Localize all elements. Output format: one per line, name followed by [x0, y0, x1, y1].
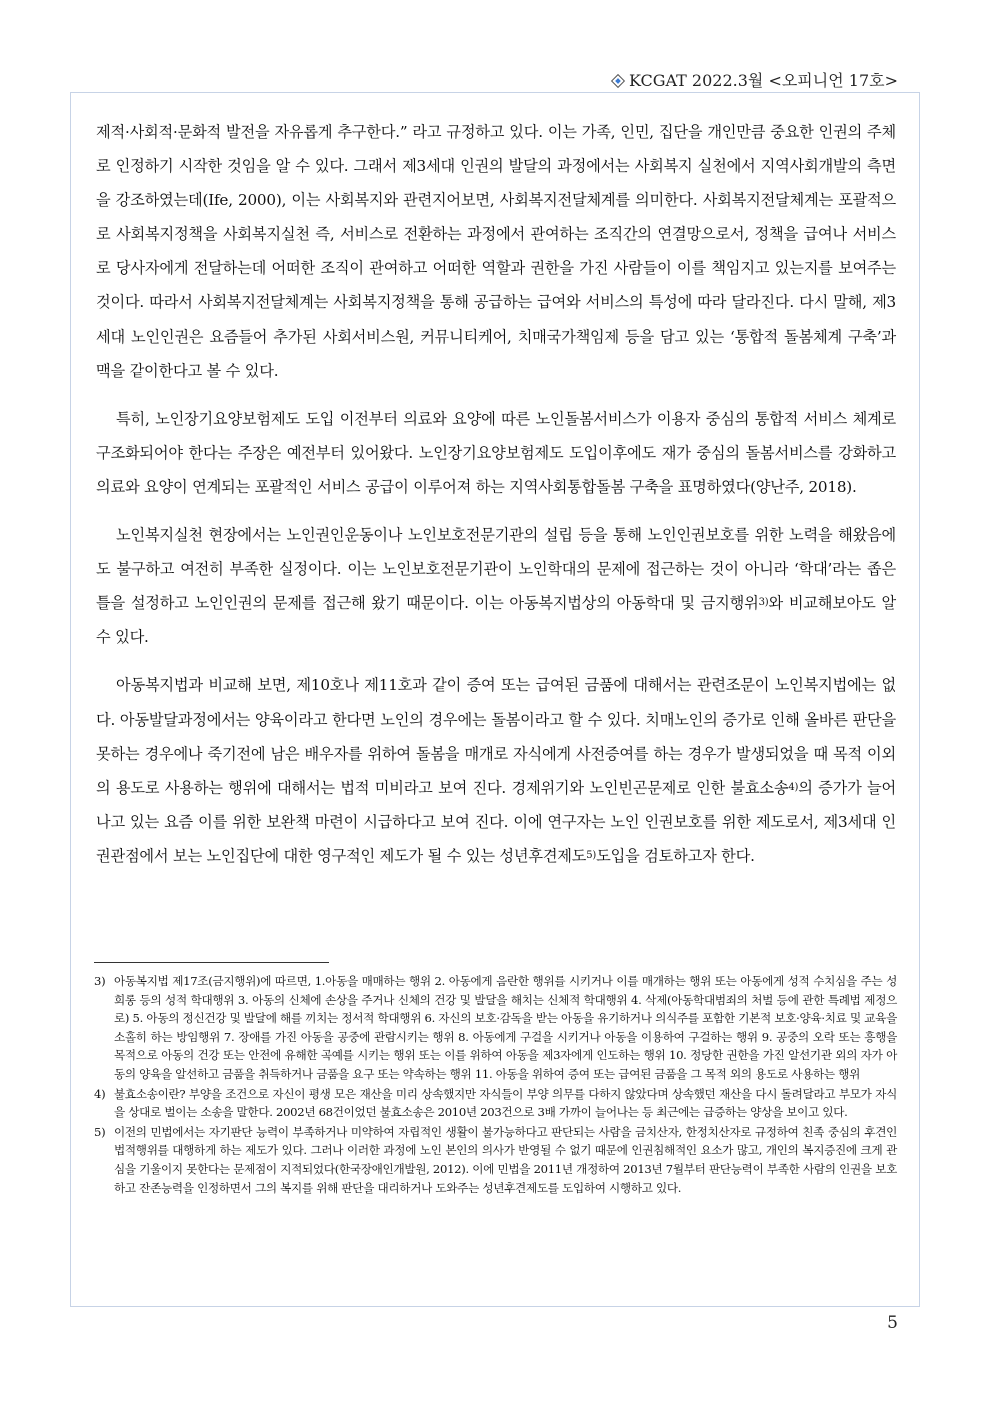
- page-number: 5: [887, 1313, 898, 1333]
- footnote-ref-3[interactable]: 3): [758, 597, 769, 609]
- footnote-text: 이전의 민법에서는 자기판단 능력이 부족하거나 미약하여 자립적인 생활이 불가능하다고 판단되는 사람을 금치산자, 한정치산자로 규정하여 친족 중심의 후견인 법적행위를 대행하게 하는 제도가 있다. 그러나 이러한 과정에 노인 본인의 의사가 반영될 수 없기 때문에 인권침해적인 요소가 많고, 개인의 복지증진에 크게 관심을 기울이지 못한다는 문제점이 지적되었다(한국장애인개발원, 2012). 이에 민법을 2011년 개정하여 2013년 7월부터 판단능력이 부족한 사람의 인권을 보호하고 잔존능력을 인정하면서 그의 복지를 위해 판단을 대리하거나 도와주는 성년후견제도를 도입하여 시행하고 있다.: [114, 1124, 897, 1195]
- footnotes: [94, 972, 897, 1198]
- diamond-icon: [611, 74, 623, 86]
- paragraph-2: 특히, 노인장기요양보험제도 도입 이전부터 의료와 요양에 따른 노인돌봄서비스가 이용자 중심의 통합적 서비스 체계로 구조화되어야 한다는 주장은 예전부터 있어왔다. 노인장기요양보험제도 도입이후에도 재가 중심의 돌봄서비스를 강화하고 의료와 요양이 연계되는 포괄적인 서비스 공급이 이루어져 하는 지역사회통합돌봄 구축을 표명하였다(양난주, 2018).: [96, 409, 896, 496]
- paragraph-4: [96, 668, 896, 873]
- footnote-number: 5): [94, 1124, 106, 1139]
- paragraph-4-text: 아동복지법과 비교해 보면, 제10호나 제11호과 같이 증여 또는 급여된 금품에 대해서는 관련조문이 노인복지법에는 없다. 아동발달과정에서는 양육이라고 한다면 노인의 경우에는 돌봄이라고 할 수 있다. 치매노인의 증가로 인해 올바른 판단을 못하는 경우에나 죽기전에 남은 배우자를 위하여 돌봄을 매개로 자식에게 사전증여를 하는 경우가 발생되었을 때 목적 이외의 용도로 사용하는 행위에 대해서는 법적 미비라고 보여 진다. 경제위기와 노인빈곤문제로 인한 불효소송: [96, 676, 896, 797]
- footnote-divider: [94, 962, 329, 963]
- body-text: [96, 115, 896, 873]
- paragraph-3-text: 노인복지실천 현장에서는 노인권인운동이나 노인보호전문기관의 설립 등을 통해 노인인권보호를 위한 노력을 해왔음에도 불구하고 여전히 부족한 실정이다. 이는 노인보호전문기관이 노인학대의 문제에 접근하는 것이 아니라 ‘학대’라는 좁은 틀을 설정하고 노인인권의 문제를 접근해 왔기 때문이다. 이는 아동복지법상의 아동학대 및 금지행위: [96, 526, 896, 613]
- paragraph-3-text-end: 와 비교해보아도 알 수 있다.: [96, 594, 896, 647]
- paragraph-1: 제적·사회적·문화적 발전을 자유롭게 추구한다.” 라고 규정하고 있다. 이는 가족, 인민, 집단을 개인만큼 중요한 인권의 주체로 인정하기 시작한 것임을 알 수 있다. 그래서 제3세대 인권의 발달의 과정에서는 사회복지 실천에서 지역사회개발의 측면을 강조하였는데(Ife, 2000), 이는 사회복지와 관련지어보면, 사회복지전달체계를 의미한다. 사회복지전달체계는 포괄적으로 사회복지정책을 사회복지실천 즉, 서비스로 전환하는 과정에서 관여하는 조직간의 연결망으로서, 정책을 급여나 서비스로 당사자에게 전달하는데 어떠한 조직이 관여하고 어떠한 역할과 권한을 가진 사람들이 이를 책임지고 있는지를 보여주는 것이다. 따라서 사회복지전달체계는 사회복지정책을 통해 공급하는 급여와 서비스의 특성에 따라 달라진다. 다시 말해, 제3세대 노인인권은 요즘들어 추가된 사회서비스원, 커뮤니티케어, 치매국가책임제 등을 담고 있는 ‘통합적 돌봄체계 구축’과 맥을 같이한다고 볼 수 있다.: [96, 123, 896, 380]
- footnote-5: [94, 1123, 897, 1197]
- footnote-4: [94, 1085, 897, 1122]
- footnote-ref-5[interactable]: 5): [586, 849, 597, 861]
- page-header: [611, 68, 898, 91]
- footnote-text: 불효소송이란? 부양을 조건으로 자신이 평생 모은 재산을 미리 상속했지만 자식들이 부양 의무를 다하지 않았다며 상속했던 재산을 다시 돌려달라고 부모가 자식을 상대로 벌이는 소송을 말한다. 2002년 68건이었던 불효소송은 2010년 203건으로 3배 가까이 늘어나는 등 최근에는 급증하는 양상을 보이고 있다.: [114, 1086, 897, 1120]
- paragraph-3: [96, 518, 896, 654]
- paragraph-4-text-end: 도입을 검토하고자 한다.: [596, 846, 755, 865]
- footnote-ref-4[interactable]: 4): [788, 781, 799, 793]
- paragraph-4-text-middle: 의 증가가 늘어나고 있는 요즘 이를 위한 보완책 마련이 시급하다고 보여 진다. 이에 연구자는 노인 인권보호를 위한 제도로서, 제3세대 인권관점에서 보는 노인집단에 대한 영구적인 제도가 될 수 있는 성년후견제도: [96, 778, 896, 865]
- footnote-3: [94, 972, 897, 1084]
- footnote-number: 3): [94, 974, 106, 988]
- footnote-number: 4): [94, 1086, 106, 1101]
- footnote-text: 아동복지법 제17조(금지행위)에 따르면, 1.아동을 매매하는 행위 2. 아동에게 음란한 행위를 시키거나 이를 매개하는 행위 또는 아동에게 성적 수치심을 주는 성희롱 등의 성적 학대행위 3. 아동의 신체에 손상을 주거나 신체의 건강 및 발달을 해치는 신체적 학대행위 4. 삭제(아동학대범죄의 처벌 등에 관한 특례법 제정으로) 5. 아동의 정신건강 및 발달에 해를 끼치는 정서적 학대행위 6. 자신의 보호·감독을 받는 아동을 유기하거나 의식주를 포함한 기본적 보호·양육·치료 및 교육을 소홀히 하는 방임행위 7. 장애를 가진 아동을 공중에 관람시키는 행위 8. 아동에게 구걸을 시키거나 아동을 이용하여 구걸하는 행위 9. 공중의 오락 또는 흥행을 목적으로 아동의 건강 또는 안전에 유해한 곡예를 시키는 행위 또는 이를 위하여 아동을 제3자에게 인도하는 행위 10. 정당한 권한을 가진 알선기관 외의 자가 아동의 양육을 알선하고 금품을 취득하거나 금품을 요구 또는 약속하는 행위 11. 아동을 위하여 증여 또는 급여된 금품을 그 목적 외의 용도로 사용하는 행위: [114, 974, 897, 1081]
- header-title: KCGAT 2022.3월 <오피니언 17호>: [628, 71, 898, 90]
